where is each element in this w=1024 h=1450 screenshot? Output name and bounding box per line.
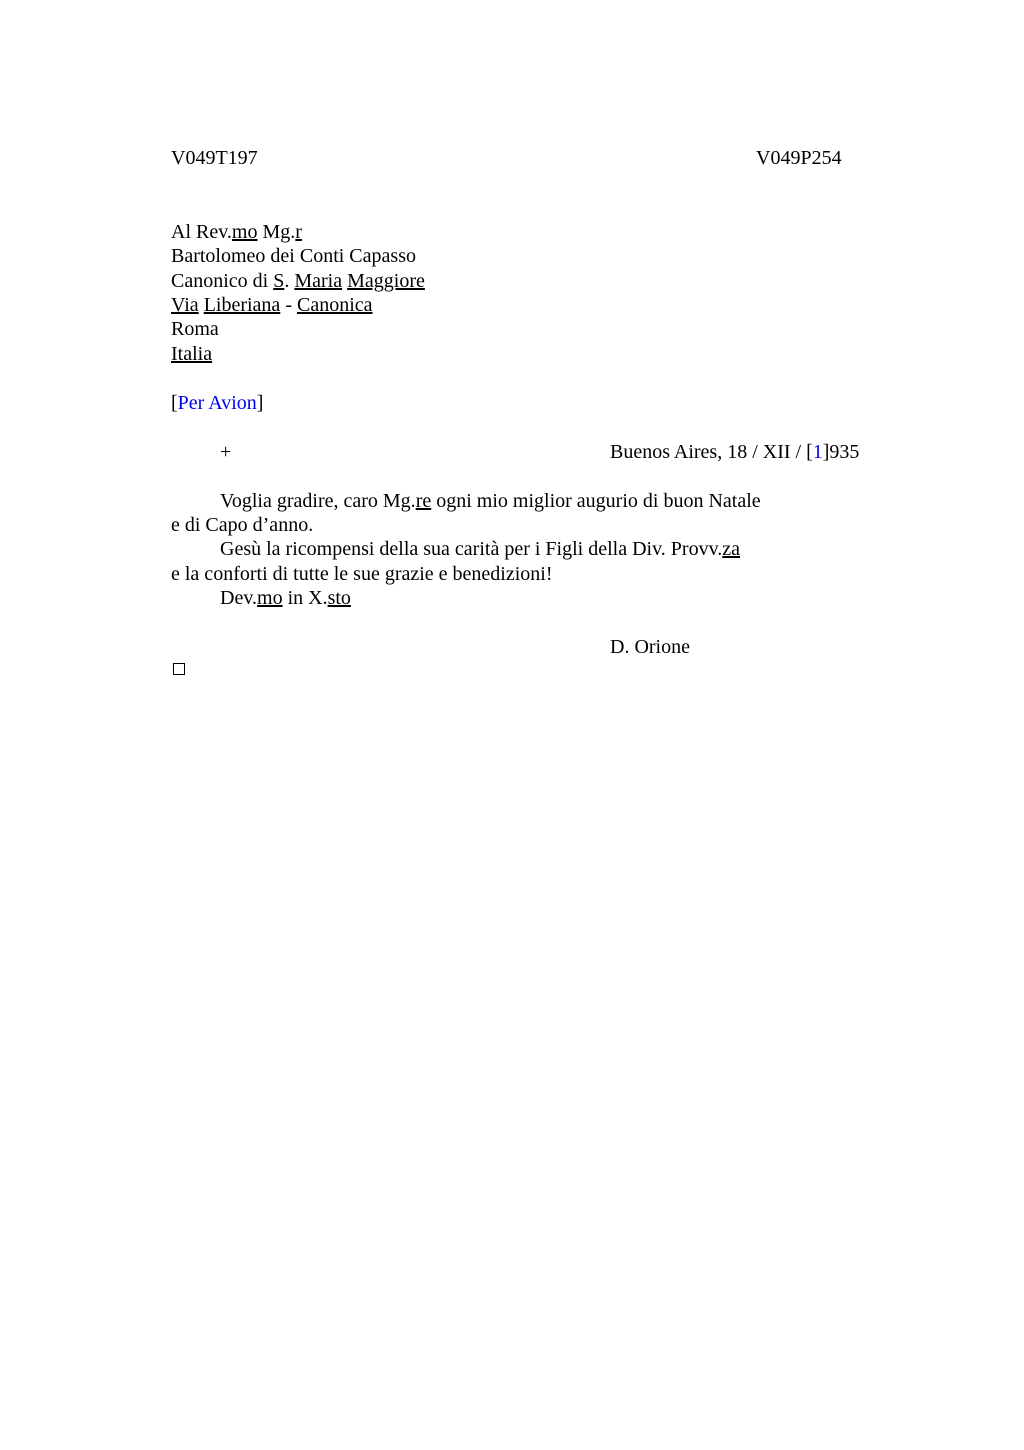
airmail-note: [Per Avion] <box>171 392 264 414</box>
address-line-2: Bartolomeo dei Conti Capasso <box>171 245 416 267</box>
body-paragraph-1-cont: e di Capo d’anno. <box>171 514 314 536</box>
signature: D. Orione <box>610 636 690 658</box>
end-mark-square-icon <box>173 663 185 675</box>
body-paragraph-2: Gesù la ricompensi della sua carità per i Figli della Div. Provv.za <box>220 538 741 560</box>
address-line-5: Roma <box>171 318 219 340</box>
body-paragraph-2-cont: e la conforti di tutte le sue grazie e benedizioni! <box>171 563 553 585</box>
address-line-4: Via Liberiana - Canonica <box>171 294 373 316</box>
address-line-6: Italia <box>171 343 213 365</box>
closing-line: Dev.mo in X.sto <box>220 587 351 609</box>
cross-mark: + <box>220 441 232 463</box>
document-code-right: V049P254 <box>756 147 842 169</box>
body-paragraph-1: Voglia gradire, caro Mg.re ogni mio miglior augurio di buon Natale <box>220 490 761 512</box>
dateline: Buenos Aires, 18 / XII / [1]935 <box>610 441 860 463</box>
document-code-left: V049T197 <box>171 147 258 169</box>
address-line-1: Al Rev.mo Mg.r <box>171 221 302 243</box>
address-line-3: Canonico di S. Maria Maggiore <box>171 270 425 292</box>
